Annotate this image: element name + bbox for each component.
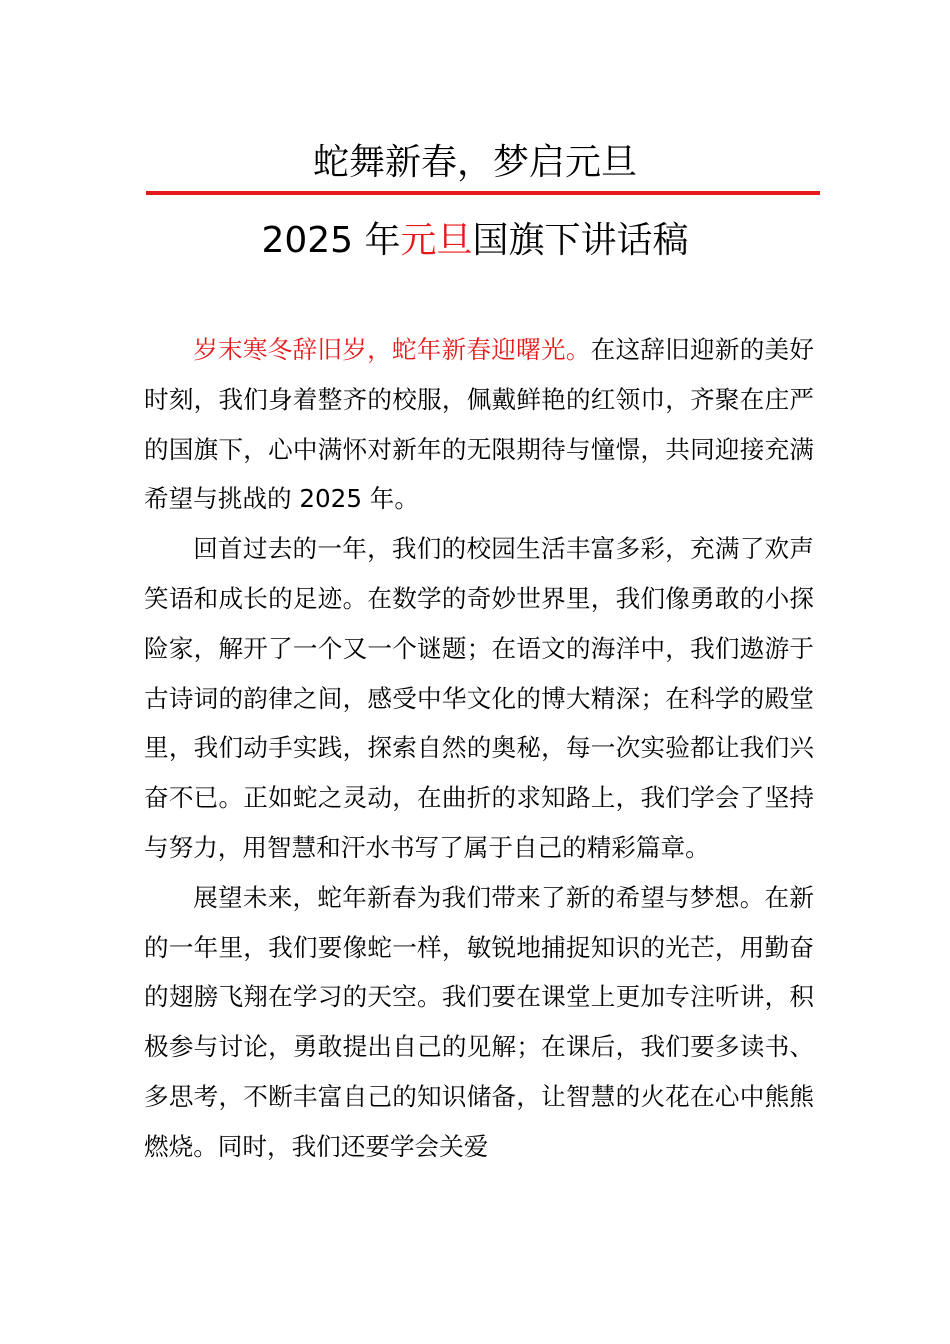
paragraph-3 — [144, 873, 814, 1172]
subtitle-year: 2025 年 — [261, 220, 401, 261]
document-title: 蛇舞新春，梦启元旦 — [312, 142, 637, 183]
paragraph-1-lead: 岁末寒冬辞旧岁，蛇年新春迎曙光。 — [193, 335, 591, 364]
paragraph-1 — [144, 325, 814, 524]
document-subtitle — [0, 214, 950, 268]
paragraph-2-text: 回首过去的一年，我们的校园生活丰富多彩，充满了欢声笑语和成长的足迹。在数学的奇妙世界里，我们像勇敢的小探险家，解开了一个又一个谜题；在语文的海洋中，我们遨游于古诗词的韵律之间，感受中华文化的博大精深；在科学的殿堂里，我们动手实践，探索自然的奥秘，每一次实验都让我们兴奋不已。正如蛇之灵动，在曲折的求知路上，我们学会了坚持与努力，用智慧和汗水书写了属于自己的精彩篇章。 — [144, 534, 814, 862]
subtitle-rest: 国旗下讲话稿 — [472, 220, 689, 261]
paragraph-1-text: 在这辞旧迎新的美好时刻，我们身着整齐的校服，佩戴鲜艳的红领巾，齐聚在庄严的国旗下，心中满怀对新年的无限期待与憧憬，共同迎接充满希望与挑战的 2025 年。 — [144, 335, 814, 514]
paragraph-3-text: 展望未来，蛇年新春为我们带来了新的希望与梦想。在新的一年里，我们要像蛇一样，敏锐地捕捉知识的光芒，用勤奋的翅膀飞翔在学习的天空。我们要在课堂上更加专注听讲，积极参与讨论，勇敢提出自己的见解；在课后，我们要多读书、多思考，不断丰富自己的知识储备，让智慧的火花在心中熊熊燃烧。同时，我们还要学会关爱 — [144, 882, 814, 1161]
subtitle-highlight: 元旦 — [400, 220, 473, 261]
title-divider — [146, 191, 820, 195]
paragraph-2 — [144, 524, 814, 873]
speech-body — [144, 325, 814, 1172]
